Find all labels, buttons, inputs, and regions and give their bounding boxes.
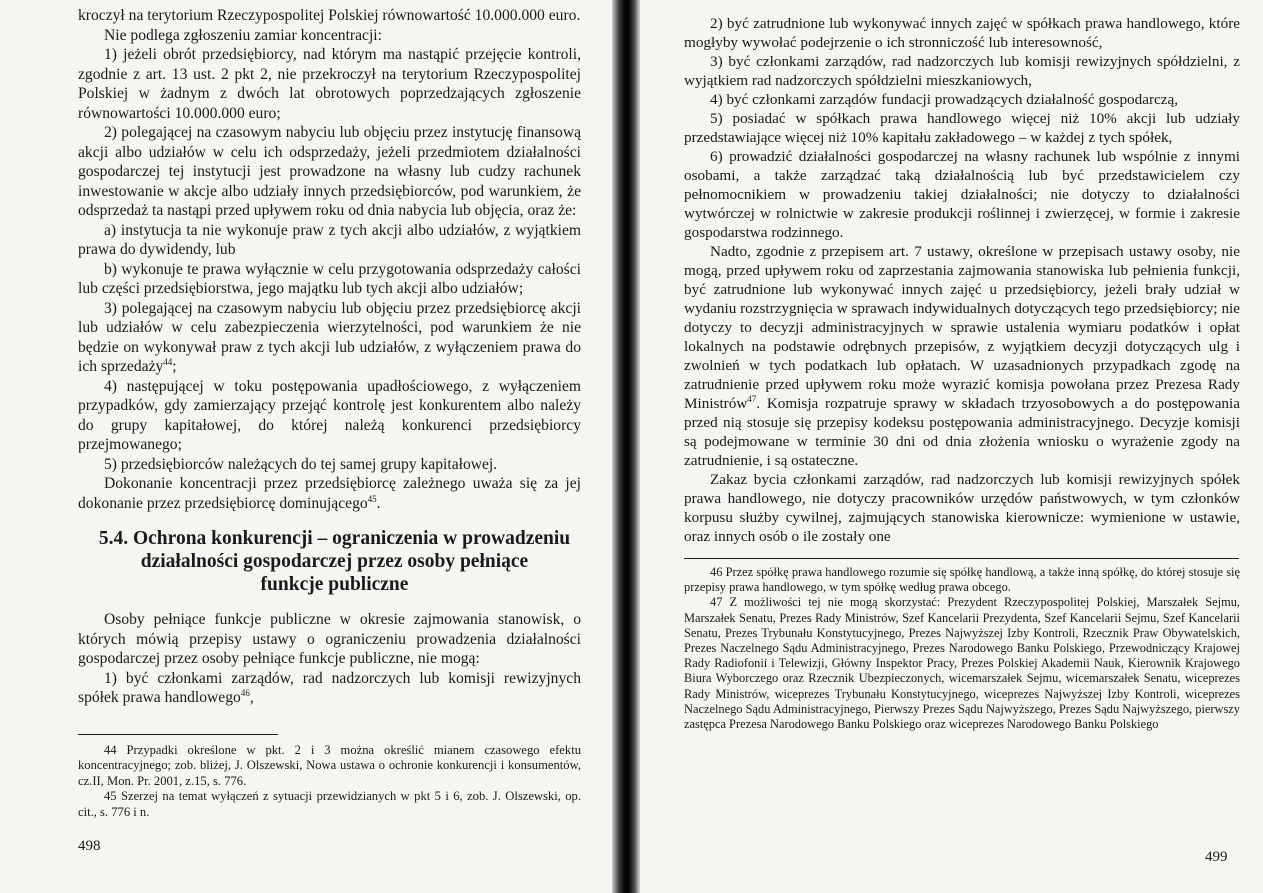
right-page: [640, 0, 1263, 893]
paragraph: Zakaz bycia członkami zarządów, rad nadzorczych lub komisji rewizyjnych spółek prawa handlowego, nie dotyczy pracowników urzędów państwowych, w tym członków korpusu służby cywilnej, zajmujących stanowiska kierownicze: wymienione w ustawie, oraz innych osób o ile zostały one: [684, 471, 1240, 545]
paragraph: [684, 242, 1240, 470]
paragraph: 2) być zatrudnione lub wykonywać innych zajęć w spółkach prawa handlowego, które mogłyby wywołać podejrzenie o ich stronniczość lub interesowność,: [684, 15, 1240, 51]
heading-line: 5.4. Ochrona konkurencji – ograniczenia w prowadzeniu: [98, 528, 571, 549]
heading-line: działalności gospodarczej przez osoby pełniące: [140, 551, 529, 572]
paragraph: Dokonanie koncentracji przez przedsiębiorcę zależnego uważa się za jej dokonanie przez przedsiębiorcę dominującego$^{45}$.: [78, 475, 581, 512]
paragraph-text: Dokonanie koncentracji przez przedsiębiorcę zależnego uważa się za jej dokonanie przez przedsiębiorcę dominującego: [78, 475, 581, 512]
book-gutter: [612, 0, 640, 893]
heading-line: funkcje publiczne: [260, 574, 409, 595]
paragraph: 1) być członkami zarządów, rad nadzorczych lub komisji rewizyjnych spółek prawa handlowego$^{46}$,: [78, 669, 581, 706]
footnote-ref: 45: [367, 493, 377, 504]
footnote-divider: [684, 558, 1239, 559]
footnote-divider: [78, 734, 278, 735]
paragraph-text: . Komisja rozpatruje sprawy w składach trzyosobowych a do postępowania przed nią stosuje się przepisy kodeksu postępowania administracyjnego. Decyzje komisji są podejmowane w terminie 30 dni od dnia złożenia wniosku o wyrażenie zgody na zatrudnienie, i są ostateczne.: [684, 395, 1240, 469]
paragraph: 3) być członkami zarządów, rad nadzorczych lub komisji rewizyjnych spółdzielni, z wyjątkiem rad nadzorczych spółdzielni mieszkaniowych,: [684, 53, 1240, 89]
footnote-ref: 47: [747, 393, 757, 404]
page-number: 498: [78, 838, 101, 854]
paragraph-text: 3) polegającej na czasowym nabyciu lub objęciu przez przedsiębiorcę akcji lub udziałów w celu zabezpieczenia wierzytelności, pod warunkiem że nie będzie on wykonywał praw z tych akcji lub udziałów, z wyłączeniem prawa do ich sprzedaży: [78, 299, 581, 375]
paragraph: b) wykonuje te prawa wyłącznie w celu przygotowania odsprzedaży całości lub części przedsiębiorstwa, jego majątku lub tych akcji albo udziałów;: [78, 260, 581, 297]
left-page-body: [78, 6, 581, 820]
right-page-body: [684, 14, 1240, 732]
footnote: 46 Przez spółkę prawa handlowego rozumie się spółkę handlową, a także inną spółkę, do której stosuje się przepisy prawa handlowego, w tym spółkę według prawa obcego.: [684, 565, 1240, 595]
footnote-ref: 44: [163, 356, 173, 367]
paragraph: 4) być członkami zarządów fundacji prowadzących działalność gospodarczą,: [710, 91, 1179, 108]
paragraph: 6) prowadzić działalności gospodarczej na własny rachunek lub wspólnie z innymi osobami, a także zarządzać taką działalnością lub być przedstawicielem czy pełnomocnikiem w prowadzeniu takiej działalności; nie dotyczy to działalności wytwórczej w rolnictwie w zakresie produkcji roślinnej i zwierzęcej, w formie i zakresie gospodarstwa rodzinnego.: [684, 148, 1240, 241]
paragraph: 5) przedsiębiorców należących do tej samej grupy kapitałowej.: [104, 455, 498, 473]
paragraph-text: Nadto, zgodnie z przepisem art. 7 ustawy, określone w przepisach ustawy osoby, nie mogą, przed upływem roku od zaprzestania zajmowania stanowiska lub pełnienia funkcji, być zatrudnione lub wykonywać innych zajęć u przedsiębiorcy, jeżeli brały udział w wydaniu rozstrzygnięcia w sprawach indywidualnych dotyczących tego przedsiębiorcy; nie dotyczy to decyzji administracyjnych w sprawie ustalenia wymiaru podatków i opłat lokalnych na podstawie odrębnych przepisów, z wyjątkiem decyzji dotyczących ulg i zwolnień w tych podatkach lub opłatach. W uzasadnionych przypadkach zgodę na zatrudnienie przed upływem roku może wyrazić komisja powołana przez Prezesa Rady Ministrów: [684, 243, 1240, 412]
paragraph: 3) polegającej na czasowym nabyciu lub objęciu przez przedsiębiorcę akcji lub udziałów w celu zabezpieczenia wierzytelności, pod warunkiem że nie będzie on wykonywał praw z tych akcji lub udziałów, z wyłączeniem prawa do ich sprzedaży$^{44}$;: [78, 299, 581, 375]
left-page: [0, 0, 612, 893]
page-number: 499: [1205, 849, 1228, 865]
paragraph: 2) polegającej na czasowym nabyciu lub objęciu przez instytucję finansową akcji albo udziałów w celu ich odsprzedaży, jeżeli przedmiotem działalności gospodarczej tej instytucji jest prowadzone na własny lub cudzy rachunek inwestowanie w akcje albo udziały innych przedsiębiorców, pod warunkiem, że odsprzedaż ta nastąpi przed upływem roku od dnia nabycia lub objęcia, oraz że:: [78, 124, 581, 219]
paragraph-text: 1) być członkami zarządów, rad nadzorczych lub komisji rewizyjnych spółek prawa handlowego: [78, 669, 581, 706]
paragraph: kroczył na terytorium Rzeczypospolitej Polskiej równowartość 10.000.000 euro.: [78, 7, 581, 24]
paragraph: 1) jeżeli obrót przedsiębiorcy, nad którym ma nastąpić przejęcie kontroli, zgodnie z art. 13 ust. 2 pkt 2, nie przekroczył na terytorium Rzeczypospolitej Polskiej w żadnym z dwóch lat obrotowych poprzedzających zgłoszenie równowartości 10.000.000 euro;: [78, 46, 581, 122]
paragraph: a) instytucja ta nie wykonuje praw z tych akcji albo udziałów, z wyjątkiem prawa do dywidendy, lub: [78, 221, 581, 258]
footnote: 44 Przypadki określone w pkt. 2 i 3 można określić mianem czasowego efektu koncentracyjnego; zob. bliżej, J. Olszewski, Nowa ustawa o ochronie konkurencji i konsumentów, cz.II, Mon. Pr. 2001, z.15, s. 776.: [78, 742, 581, 788]
section-heading: [78, 527, 581, 596]
paragraph: 4) następującej w toku postępowania upadłościowego, z wyłączeniem przypadków, gdy zamierzający przejąć kontrolę jest konkurentem albo należy do grupy kapitałowej, do której należą konkurenci przedsiębiorcy przejmowanego;: [78, 377, 581, 453]
paragraph: Nie podlega zgłoszeniu zamiar koncentracji:: [104, 26, 382, 44]
paragraph: 5) posiadać w spółkach prawa handlowego więcej niż 10% akcji lub udziały przedstawiające więcej niż 10% kapitału zakładowego – w każdej z tych spółek,: [684, 110, 1240, 146]
footnote-ref: 46: [240, 687, 250, 698]
paragraph: Osoby pełniące funkcje publiczne w okresie zajmowania stanowisk, o których mówią przepisy ustawy o ograniczeniu prowadzenia działalności gospodarczej przez osoby pełniące funkcje publiczne, nie mogą:: [78, 611, 581, 667]
footnote: 47 Z możliwości tej nie mogą skorzystać: Prezydent Rzeczypospolitej Polskiej, Marszałek Sejmu, Marszałek Senatu, Prezes Rady Ministrów, Szef Kancelarii Prezydenta, Szef Kancelarii Sejmu, Szef Kancelarii Senatu, Prezes Trybunału Konstytucyjnego, Prezes Najwyższej Izby Kontroli, Rzecznik Praw Obywatelskich, Prezes Naczelnego Sądu Administracyjnego, Prezes Narodowego Banku Polskiego, Przewodniczący Krajowej Rady Radiofonii i Telewizji, Główny Inspektor Pracy, Prezes Polskiej Akademii Nauk, Kierownik Krajowego Biura Wyborczego oraz Rzecznik Ubezpieczonych, wicemarszałek Sejmu, wicemarszałek Senatu, wiceprezes Rady Ministrów, wiceprezes Trybunału Konstytucyjnego, wiceprezes Najwyższej Izby Kontroli, wiceprezes Naczelnego Sądu Administracyjnego, Pierwszy Prezes Sądu Najwyższego, Prezes Sądu Najwyższego, pierwszy zastępca Prezesa Narodowego Banku Polskiego oraz wiceprezes Narodowego Banku Polskiego: [684, 595, 1240, 732]
footnote: 45 Szerzej na temat wyłączeń z sytuacji przewidzianych w pkt 5 i 6, zob. J. Olszewski, op. cit., s. 776 i n.: [78, 789, 581, 819]
